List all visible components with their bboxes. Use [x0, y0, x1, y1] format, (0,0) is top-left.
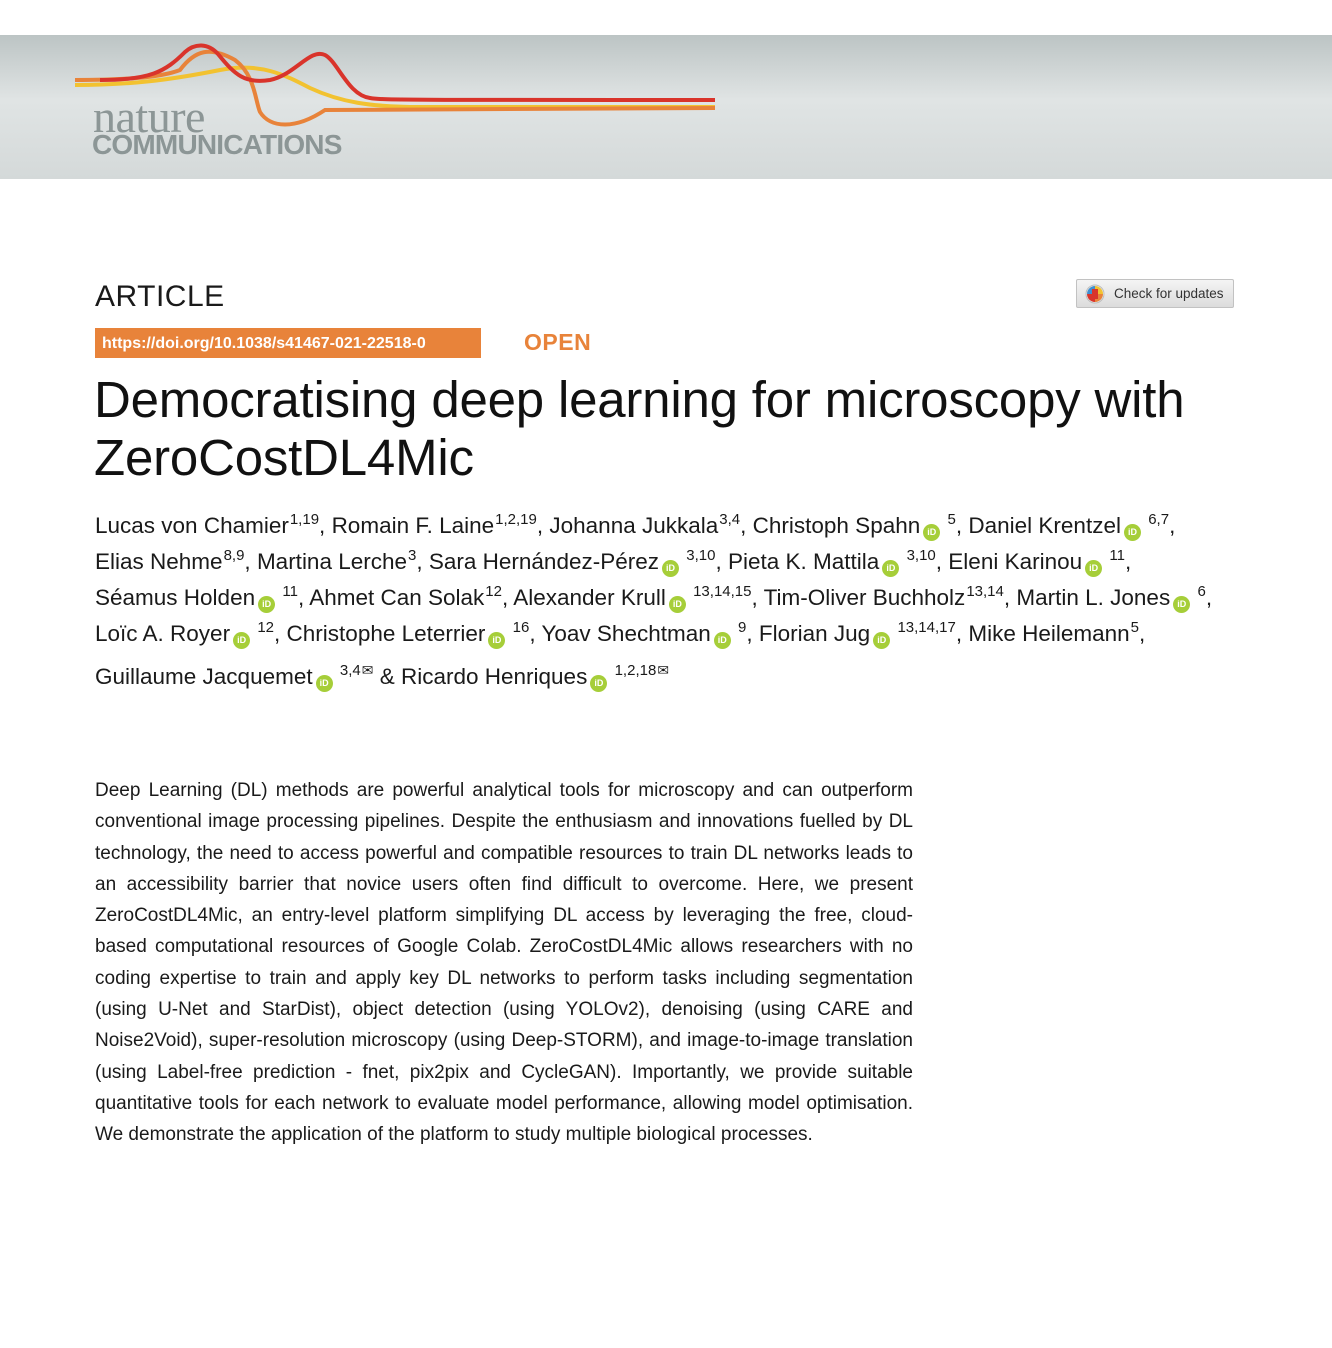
- author-name[interactable]: [287, 621, 530, 646]
- author-name-text: Ricardo Henriques: [400, 664, 588, 689]
- author-affiliation: 13,14,17: [897, 619, 956, 636]
- author-name-text: Eleni Karinou: [948, 549, 1083, 574]
- orcid-icon[interactable]: iD: [1124, 524, 1141, 541]
- author-affiliation: 16: [512, 619, 530, 636]
- journal-name-line1: nature: [93, 91, 205, 142]
- author-affiliation: 3,10: [906, 547, 936, 564]
- author-name-text: Ahmet Can Solak: [309, 585, 485, 610]
- author-affiliation: 13,14: [966, 583, 1004, 600]
- author-name-text: Romain F. Laine: [331, 513, 495, 538]
- author-name[interactable]: [429, 549, 716, 574]
- author-name[interactable]: [332, 513, 537, 538]
- orcid-icon[interactable]: iD: [669, 596, 686, 613]
- author-name[interactable]: [759, 621, 956, 646]
- author-affiliation: 12: [485, 583, 502, 600]
- author-name[interactable]: [541, 621, 746, 646]
- author-name-text: Sara Hernández-Pérez: [428, 549, 659, 574]
- author-name-text: Guillaume Jacquemet: [95, 664, 313, 689]
- author-name[interactable]: [1016, 585, 1205, 610]
- author-name-text: Christoph Spahn: [752, 513, 921, 538]
- author-affiliation: 1,2,18: [614, 662, 657, 679]
- orcid-icon[interactable]: iD: [882, 560, 899, 577]
- author-name[interactable]: [95, 664, 373, 689]
- author-name[interactable]: [401, 664, 669, 689]
- author-name[interactable]: [95, 549, 244, 574]
- author-name[interactable]: [968, 513, 1169, 538]
- author-name-text: Johanna Jukkala: [549, 513, 719, 538]
- email-icon[interactable]: ✉: [361, 662, 374, 678]
- author-name-text: Yoav Shechtman: [541, 621, 711, 646]
- article-title: Democratising deep learning for microscopy with ZeroCostDL4Mic: [94, 371, 1185, 486]
- author-name-text: Daniel Krentzel: [968, 513, 1121, 538]
- author-name[interactable]: [513, 585, 751, 610]
- orcid-icon[interactable]: iD: [233, 632, 250, 649]
- doi-link[interactable]: https://doi.org/10.1038/s41467-021-22518-0: [95, 328, 481, 358]
- author-name[interactable]: [257, 549, 416, 574]
- author-name-text: Martin L. Jones: [1016, 585, 1171, 610]
- author-affiliation: 5: [947, 511, 956, 528]
- orcid-icon[interactable]: iD: [258, 596, 275, 613]
- author-name-text: Lucas von Chamier: [95, 513, 289, 538]
- author-affiliation: 8,9: [223, 547, 245, 564]
- orcid-icon[interactable]: iD: [714, 632, 731, 649]
- author-name[interactable]: [764, 585, 1004, 610]
- orcid-icon[interactable]: iD: [1085, 560, 1102, 577]
- author-name-text: Florian Jug: [758, 621, 871, 646]
- orcid-icon[interactable]: iD: [590, 675, 607, 692]
- author-name[interactable]: [968, 621, 1139, 646]
- author-affiliation: 3: [408, 547, 417, 564]
- author-name[interactable]: [753, 513, 956, 538]
- orcid-icon[interactable]: iD: [1173, 596, 1190, 613]
- author-name[interactable]: [948, 549, 1125, 574]
- author-affiliation: 3,10: [686, 547, 716, 564]
- email-icon[interactable]: ✉: [657, 662, 670, 678]
- author-name-text: Loïc A. Royer: [95, 621, 231, 646]
- author-name[interactable]: [728, 549, 936, 574]
- orcid-icon[interactable]: iD: [662, 560, 679, 577]
- author-affiliation: 13,14,15: [693, 583, 752, 600]
- author-affiliation: 1,19: [289, 511, 320, 528]
- orcid-icon[interactable]: iD: [488, 632, 505, 649]
- author-affiliation: 1,2,19: [495, 511, 537, 528]
- abstract: Deep Learning (DL) methods are powerful analytical tools for microscopy and can outperform conventional image processing pipelines. Despite the enthusiasm and innovations fuelled by DL technology, the need to access powerful and compatible resources to train DL networks leads to an accessibility barrier that novice users often find difficult to overcome. Here, we present ZeroCostDL4Mic, an entry-level platform simplifying DL access by leveraging the free, cloud-based computational resources of Google Colab. ZeroCostDL4Mic allows researchers with no coding expertise to train and apply key DL networks to perform tasks including segmentation (using U-Net and StarDist), object detection (using YOLOv2), denoising (using CARE and Noise2Void), super-resolution microscopy (using Deep-STORM), and image-to-image translation (using Label-free prediction - fnet, pix2pix and CycleGAN). Importantly, we provide suitable quantitative tools for each network to evaluate model performance, allowing model optimisation. We demonstrate the application of the platform to study multiple biological processes.: [95, 780, 913, 1146]
- orcid-icon[interactable]: iD: [873, 632, 890, 649]
- author-name-text: Elias Nehme: [95, 549, 223, 574]
- author-name-text: Mike Heilemann: [968, 621, 1130, 646]
- author-affiliation: 6: [1197, 583, 1206, 600]
- author-name-text: Tim-Oliver Buchholz: [763, 585, 966, 610]
- author-name[interactable]: [95, 621, 274, 646]
- author-name[interactable]: [549, 513, 740, 538]
- journal-name-line2: COMMUNICATIONS: [92, 129, 342, 160]
- author-name[interactable]: [95, 513, 319, 538]
- author-affiliation: 11: [1109, 547, 1125, 564]
- author-name[interactable]: [95, 585, 298, 610]
- check-for-updates-label: Check for updates: [1114, 286, 1224, 301]
- author-name-text: Martina Lerche: [256, 549, 408, 574]
- article-type-label: ARTICLE: [95, 280, 225, 313]
- orcid-icon[interactable]: iD: [923, 524, 940, 541]
- author-name[interactable]: [309, 585, 502, 610]
- author-affiliation: 11: [282, 583, 298, 600]
- author-list: Lucas von Chamier$^{1,19}$, Romain F. Laine$^{1,2,19}$, Johanna Jukkala$^{3,4}$, Christoph Spahn iD $^5$, Daniel Krentzel iD $^{6,7}$, Elias Nehme$^{8,9}$, Martina Lerche$^3$, Sara Hernández-Pérez iD $^{3,10}$, Pieta K. Mattila iD $^{3,10}$, Eleni Karinou iD $^{11}$, Séamus Holden iD $^{11}$, Ahmet Can Solak$^{12}$, Alexander Krull iD $^{13,14,15}$, Tim-Oliver Buchholz$^{13,14}$, Martin L. Jones iD $^6$, Loïc A. Royer iD $^{12}$, Christophe Leterrier iD $^{16}$, Yoav Shechtman iD $^9$, Florian Jug iD $^{13,14,17}$, Mike Heilemann$^5$, Guillaume Jacquemet iD $^{3,4✉}$ & Ricardo Henriques iD $^{1,2,18✉}$: [95, 508, 1255, 695]
- author-name-text: Pieta K. Mattila: [727, 549, 880, 574]
- author-name-text: Christophe Leterrier: [286, 621, 486, 646]
- orcid-icon[interactable]: iD: [316, 675, 333, 692]
- author-affiliation: 9: [738, 619, 747, 636]
- author-name-text: Séamus Holden: [95, 585, 256, 610]
- author-name-text: Alexander Krull: [513, 585, 666, 610]
- author-affiliation: 3,4: [339, 662, 361, 679]
- author-affiliation: 5: [1130, 619, 1140, 636]
- check-for-updates-button[interactable]: [1076, 279, 1234, 308]
- open-access-badge: OPEN: [524, 329, 592, 355]
- author-affiliation: 12: [257, 619, 275, 636]
- author-affiliation: 3,4: [719, 511, 741, 528]
- crossmark-icon: [1085, 284, 1105, 304]
- author-affiliation: 6,7: [1148, 511, 1170, 528]
